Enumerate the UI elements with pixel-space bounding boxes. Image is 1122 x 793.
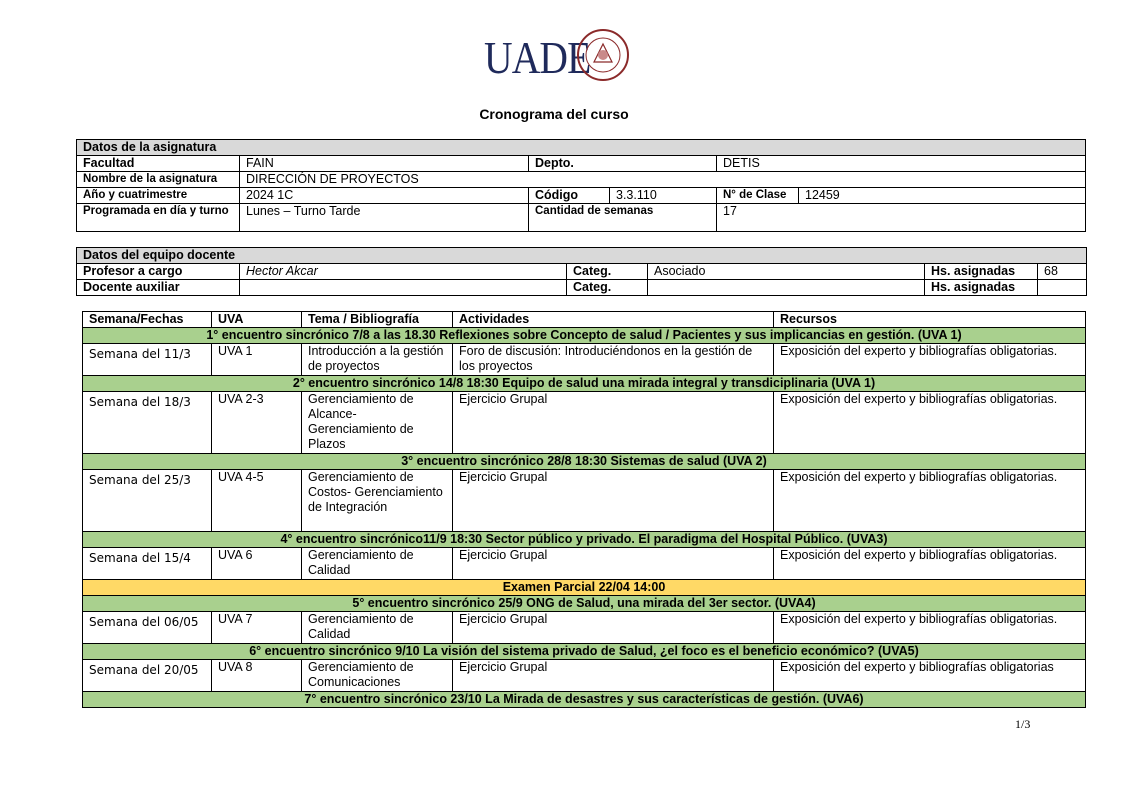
row1-tema: Introducción a la gestión de proyectos: [302, 344, 453, 376]
asignatura-section-title: Datos de la asignatura: [77, 140, 1086, 156]
docente-section-title: Datos del equipo docente: [77, 248, 1087, 264]
auxiliar-hs-value: [1038, 280, 1087, 296]
depto-value: DETIS: [717, 156, 1086, 172]
row4-semana: Semana del 15/4: [83, 548, 212, 580]
row3-recursos: Exposición del experto y bibliografías obligatorias.: [774, 470, 1086, 532]
table-row: [83, 548, 1086, 580]
encuentro-4: 4° encuentro sincrónico11/9 18:30 Sector público y privado. El paradigma del Hospital Público. (UVA3): [83, 532, 1086, 548]
codigo-label: Código: [529, 188, 610, 204]
schedule-table: [82, 311, 1086, 708]
row5-recursos: Exposición del experto y bibliografías obligatorias.: [774, 612, 1086, 644]
table-row: [83, 612, 1086, 644]
encuentro-5: 5° encuentro sincrónico 25/9 ONG de Salud, una mirada del 3er sector. (UVA4): [83, 596, 1086, 612]
row3-actividades: Ejercicio Grupal: [453, 470, 774, 532]
row6-actividades: Ejercicio Grupal: [453, 660, 774, 692]
row1-recursos: Exposición del experto y bibliografías obligatorias.: [774, 344, 1086, 376]
semanas-value: 17: [717, 204, 1086, 232]
page-title: Cronograma del curso: [479, 106, 629, 122]
logo-wordmark: UADE: [484, 32, 591, 83]
row2-tema: Gerenciamiento de Alcance- Gerenciamiento de Plazos: [302, 392, 453, 454]
clase-label: N° de Clase: [717, 188, 799, 204]
page-number: 1/3: [1015, 717, 1031, 731]
row6-recursos: Exposición del experto y bibliografías obligatorias: [774, 660, 1086, 692]
facultad-label: Facultad: [77, 156, 240, 172]
row2-uva: UVA 2-3: [212, 392, 302, 454]
row2-semana: Semana del 18/3: [83, 392, 212, 454]
anio-label: Año y cuatrimestre: [77, 188, 240, 204]
nombre-value: DIRECCIÓN DE PROYECTOS: [240, 172, 1086, 188]
row2-actividades: Ejercicio Grupal: [453, 392, 774, 454]
table-row: [83, 470, 1086, 532]
table-row: [83, 392, 1086, 454]
docente-table: [76, 247, 1087, 296]
encuentro-7: 7° encuentro sincrónico 23/10 La Mirada de desastres y sus características de gestión. (UVA6): [83, 692, 1086, 708]
facultad-value: FAIN: [240, 156, 529, 172]
schedule-header-row: [83, 312, 1086, 328]
row6-tema: Gerenciamiento de Comunicaciones: [302, 660, 453, 692]
auxiliar-hs-label: Hs. asignadas: [925, 280, 1038, 296]
semanas-label: Cantidad de semanas: [529, 204, 717, 232]
row1-uva: UVA 1: [212, 344, 302, 376]
encuentro-1: 1° encuentro sincrónico 7/8 a las 18.30 Reflexiones sobre Concepto de salud / Pacientes y sus implicancias en gestión. (UVA 1): [83, 328, 1086, 344]
row5-actividades: Ejercicio Grupal: [453, 612, 774, 644]
row4-uva: UVA 6: [212, 548, 302, 580]
row5-uva: UVA 7: [212, 612, 302, 644]
depto-label: Depto.: [529, 156, 717, 172]
header-recursos: Recursos: [774, 312, 1086, 328]
header-semana: Semana/Fechas: [83, 312, 212, 328]
table-row: [83, 660, 1086, 692]
profesor-categ-label: Categ.: [567, 264, 648, 280]
encuentro-3: 3° encuentro sincrónico 28/8 18:30 Sistemas de salud (UVA 2): [83, 454, 1086, 470]
auxiliar-label: Docente auxiliar: [77, 280, 240, 296]
row1-actividades: Foro de discusión: Introduciéndonos en la gestión de los proyectos: [453, 344, 774, 376]
encuentro-2: 2° encuentro sincrónico 14/8 18:30 Equipo de salud una mirada integral y transdiciplinaria (UVA 1): [83, 376, 1086, 392]
row1-semana: Semana del 11/3: [83, 344, 212, 376]
auxiliar-categ-value: [648, 280, 925, 296]
row3-semana: Semana del 25/3: [83, 470, 212, 532]
table-row: [83, 344, 1086, 376]
uade-logo: [470, 26, 640, 90]
header-uva: UVA: [212, 312, 302, 328]
header-actividades: Actividades: [453, 312, 774, 328]
row4-actividades: Ejercicio Grupal: [453, 548, 774, 580]
codigo-value: 3.3.110: [610, 188, 717, 204]
row4-tema: Gerenciamiento de Calidad: [302, 548, 453, 580]
row6-semana: Semana del 20/05: [83, 660, 212, 692]
profesor-categ-value: Asociado: [648, 264, 925, 280]
profesor-value: Hector Akcar: [240, 264, 567, 280]
examen-parcial: Examen Parcial 22/04 14:00: [83, 580, 1086, 596]
encuentro-6: 6° encuentro sincrónico 9/10 La visión del sistema privado de Salud, ¿el foco es el beneficio económico? (UVA5): [83, 644, 1086, 660]
row3-uva: UVA 4-5: [212, 470, 302, 532]
nombre-label: Nombre de la asignatura: [77, 172, 240, 188]
programada-label: Programada en día y turno: [77, 204, 240, 232]
auxiliar-categ-label: Categ.: [567, 280, 648, 296]
row4-recursos: Exposición del experto y bibliografías obligatorias.: [774, 548, 1086, 580]
row6-uva: UVA 8: [212, 660, 302, 692]
profesor-hs-value: 68: [1038, 264, 1087, 280]
header-tema: Tema / Bibliografía: [302, 312, 453, 328]
programada-value: Lunes – Turno Tarde: [240, 204, 529, 232]
asignatura-table: [76, 139, 1086, 232]
clase-value: 12459: [799, 188, 1086, 204]
row5-semana: Semana del 06/05: [83, 612, 212, 644]
anio-value: 2024 1C: [240, 188, 529, 204]
university-seal-icon: [576, 28, 630, 82]
profesor-hs-label: Hs. asignadas: [925, 264, 1038, 280]
row2-recursos: Exposición del experto y bibliografías obligatorias.: [774, 392, 1086, 454]
row5-tema: Gerenciamiento de Calidad: [302, 612, 453, 644]
profesor-label: Profesor a cargo: [77, 264, 240, 280]
auxiliar-value: [240, 280, 567, 296]
row3-tema: Gerenciamiento de Costos- Gerenciamiento de Integración: [302, 470, 453, 532]
